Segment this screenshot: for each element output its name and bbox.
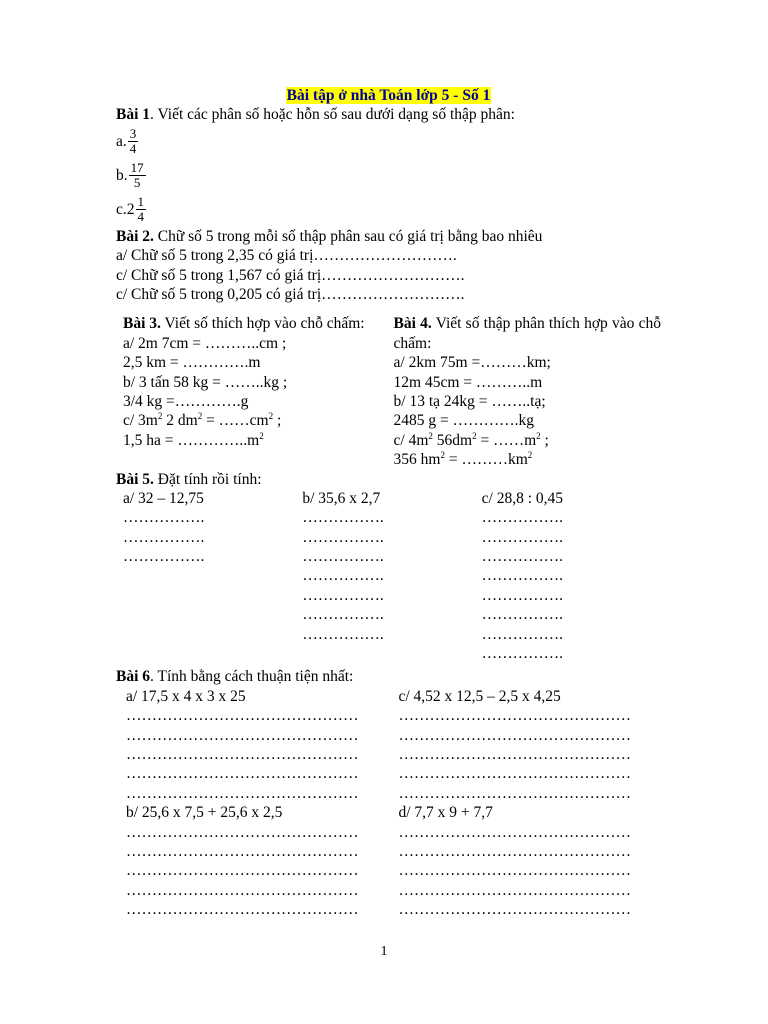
fraction: $\frac{17}{5}$	[130, 160, 144, 191]
answer-dotted-line: …………….	[481, 567, 564, 585]
answer-dotted-line: ………………………………………	[126, 745, 359, 763]
answer-dotted-line: ………………………………………	[126, 765, 359, 783]
bai6-column-a: a/ 17,5 x 4 x 3 x 25 ……………………………………… ……………………………………… ……………………………………… ……………………………………… ………………………………………	[116, 687, 398, 803]
bai4-line: c/ $4m^2$ $56dm^2$ = $\dots\dots m^2$ ;	[393, 430, 549, 449]
page-number: 1	[380, 944, 388, 959]
bai3-line: a/ 2m 7cm = ………..cm ;	[123, 334, 287, 352]
answer-dotted-line: …………….	[302, 625, 384, 643]
bai5-column-b: b/ 35,6 x 2,7 ……………. ……………. ……………. ……………. ……………. ……………. …………….	[302, 489, 481, 664]
bai3-prompt: Bài 3. Viết số thích hợp vào chỗ chấm:	[123, 315, 365, 333]
bai6-column-b: b/ 25,6 x 7,5 + 25,6 x 2,5 ……………………………………… ……………………………………… ……………………………………… ……………………………………… ………………………………………	[116, 803, 398, 919]
bai5-column-c: c/ 28,8 : 0,45 ……………. ……………. ……………. ……………. ……………. ……………. ……………. …………….	[482, 489, 661, 664]
bai2-line: c/ Chữ số 5 trong 1,567 có giá trị……………………….	[116, 266, 465, 284]
fraction: $\frac{3}{4}$	[129, 126, 137, 157]
bai4-prompt: Bài 4. Viết số thập phân thích hợp vào chỗ chấm:	[393, 315, 661, 352]
answer-dotted-line: …………….	[302, 528, 384, 546]
answer-dotted-line: ………………………………………	[398, 881, 631, 899]
bai4-line: 12m 45cm = ………..m	[393, 373, 543, 391]
answer-dotted-line: ………………………………………	[398, 707, 631, 725]
answer-dotted-line: …………….	[481, 625, 564, 643]
answer-dotted-line: …………….	[302, 586, 384, 604]
worksheet-title: Bài tập ở nhà Toán lớp 5 - Số 1	[286, 87, 491, 104]
answer-dotted-line: …………….	[481, 548, 564, 566]
bai2-line: c/ Chữ số 5 trong 0,205 có giá trị……………………….	[116, 285, 465, 303]
answer-dotted-line: ………………………………………	[126, 707, 359, 725]
answer-dotted-line: ………………………………………	[398, 842, 631, 860]
bai4-line: b/ 13 tạ 24kg = ……..tạ;	[393, 392, 546, 410]
bai5-prompt: Bài 5. Đặt tính rồi tính:	[116, 470, 262, 488]
bai5-columns	[116, 489, 661, 664]
answer-dotted-line: …………….	[123, 548, 205, 566]
bai6-column-c: c/ 4,52 x 12,5 – 2,5 x 4,25 ……………………………………… ……………………………………… ……………………………………… ……………………………………… ………………………………………	[398, 687, 661, 803]
answer-dotted-line: …………….	[302, 606, 384, 624]
bai3-bai4-columns	[116, 314, 661, 469]
bai3-line: b/ 3 tấn 58 kg = ……..kg ;	[123, 373, 288, 391]
bai1-item-b: b. $\frac{17}{5}$	[116, 160, 144, 191]
answer-dotted-line: …………….	[302, 548, 384, 566]
answer-dotted-line: ………………………………………	[398, 726, 631, 744]
bai4-line: 356 $hm^2$ = $\dots\dots\dots km^2$	[393, 450, 533, 469]
answer-dotted-line: …………….	[302, 509, 384, 527]
bai1-item-a: a. $\frac{3}{4}$	[116, 126, 137, 157]
bai6-row-2	[116, 803, 661, 919]
bai6-row-1	[116, 687, 661, 803]
bai6-prompt: Bài 6. Tính bằng cách thuận tiện nhất:	[116, 668, 354, 686]
bai3-line: 1,5 ha = $\dots\dots\dots\dots..m^2$	[123, 430, 264, 449]
answer-dotted-line: ………………………………………	[126, 823, 359, 841]
answer-dotted-line: ………………………………………	[126, 881, 359, 899]
answer-dotted-line: ………………………………………	[126, 862, 359, 880]
bai3-line: 2,5 km = ………….m	[123, 354, 261, 372]
worksheet	[116, 86, 661, 919]
fraction: $\frac{1}{4}$	[137, 194, 145, 225]
bai4-line: 2485 g = ………….kg	[393, 412, 535, 430]
answer-dotted-line: ………………………………………	[126, 726, 359, 744]
bai2-line: a/ Chữ số 5 trong 2,35 có giá trị……………………….	[116, 247, 457, 265]
answer-dotted-line: …………….	[123, 509, 205, 527]
answer-dotted-line: ………………………………………	[126, 842, 359, 860]
answer-dotted-line: ………………………………………	[398, 784, 631, 802]
answer-dotted-line: …………….	[481, 606, 564, 624]
answer-dotted-line: ………………………………………	[398, 901, 631, 919]
bai3	[116, 314, 381, 469]
answer-dotted-line: ………………………………………	[398, 862, 631, 880]
answer-dotted-line: ………………………………………	[398, 765, 631, 783]
bai4-line: a/ 2km 75m =………km;	[393, 354, 551, 372]
answer-dotted-line: …………….	[481, 586, 564, 604]
bai1-prompt: Bài 1. Viết các phân số hoặc hỗn số sau dưới dạng số thập phân:	[116, 106, 515, 124]
answer-dotted-line: …………….	[481, 645, 564, 663]
bai3-line: c/ $3m^2$ 2 $dm^2$ = $\dots\dots cm^2$ ;	[123, 411, 282, 430]
answer-dotted-line: …………….	[302, 567, 384, 585]
answer-dotted-line: …………….	[123, 528, 205, 546]
bai3-line: 3/4 kg =………….g	[123, 392, 249, 410]
answer-dotted-line: ………………………………………	[126, 901, 359, 919]
answer-dotted-line: ………………………………………	[398, 823, 631, 841]
bai5-column-a: a/ 32 – 12,75 ……………. ……………. …………….	[123, 489, 302, 664]
bai1-item-c: c.2 $\frac{1}{4}$	[116, 194, 145, 225]
bai6-column-d: d/ 7,7 x 9 + 7,7 ……………………………………… ……………………………………… ……………………………………… ……………………………………… ………………………………………	[398, 803, 661, 919]
answer-dotted-line: …………….	[481, 509, 564, 527]
bai4	[381, 314, 661, 469]
answer-dotted-line: ………………………………………	[126, 784, 359, 802]
answer-dotted-line: ………………………………………	[398, 745, 631, 763]
bai2-prompt: Bài 2. Chữ số 5 trong mỗi số thập phân sau có giá trị bằng bao nhiêu	[116, 227, 543, 245]
answer-dotted-line: …………….	[481, 528, 564, 546]
